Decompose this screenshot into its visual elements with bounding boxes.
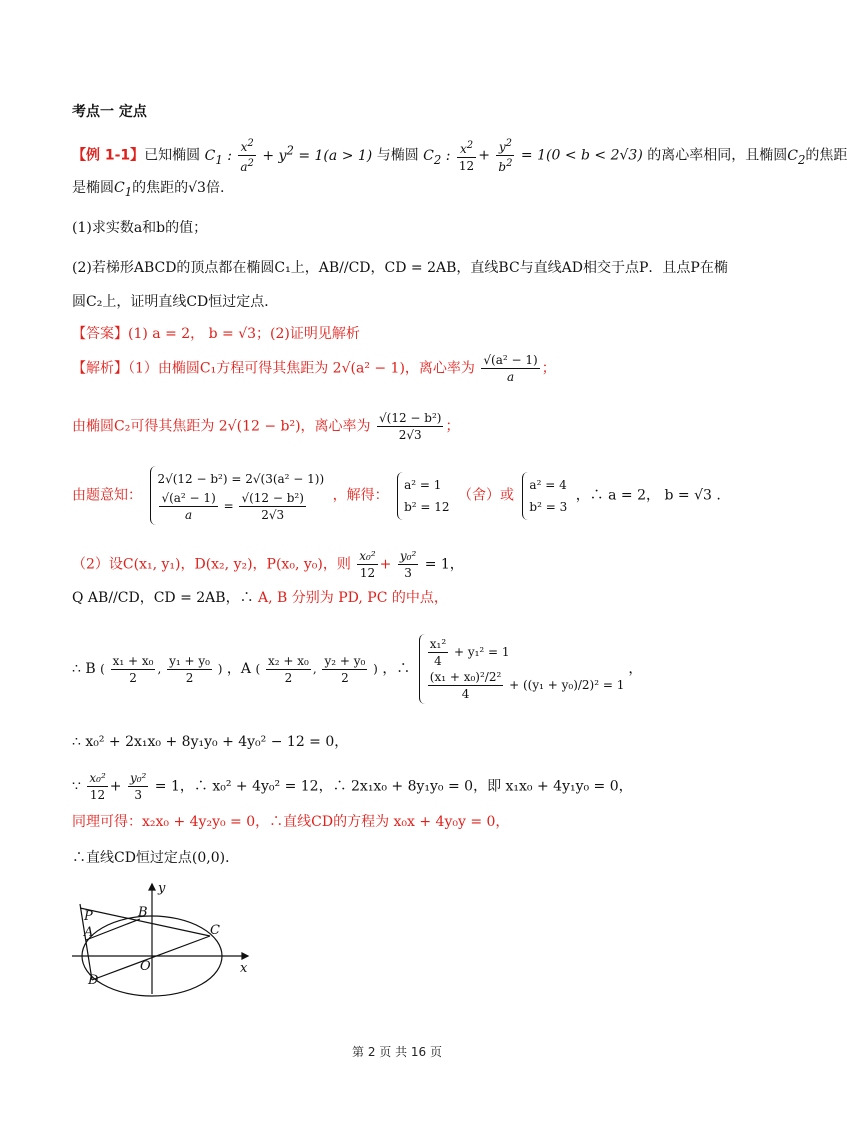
y-axis-arrow: [149, 884, 155, 890]
question-1: (1)求实数a和b的值；: [72, 220, 208, 236]
math-c1: $C_1$ :: [204, 147, 232, 167]
analysis-line-3: [72, 466, 738, 525]
example-text-f: 的焦距的: [132, 180, 189, 196]
equation-system: a² = 4 b² = 3: [522, 472, 567, 520]
analysis-p4-tail: = 1，: [424, 556, 464, 573]
math-frac: $\frac{\text{y₀²}}{3}$: [399, 549, 417, 580]
analysis-p1: （1）由椭圆C₁方程可得其焦距为 2√(a² − 1)，离心率为: [128, 360, 475, 377]
analysis-p3-reject: （舍）或: [457, 487, 514, 504]
analysis-line-5: [72, 588, 738, 608]
math-frac: $\frac{\text{x₀²}}{12}$: [359, 549, 376, 580]
math-frac: $\frac{x^2}{12}$: [458, 139, 475, 173]
answer-line: [72, 324, 738, 344]
analysis-p3-result: ，∴ a = 2， b = √3 .: [575, 487, 721, 504]
example-text-b: 与椭圆: [376, 147, 419, 164]
example-line-1: 【例 1-1】已知椭圆 $C_1$ : $\frac{x^2}{a^2}$ + $y^2 = 1(a > 1)$ 与椭圆 $C_2$ : $\frac{x^2}{12}$ + $\frac{y^2}{b^2}$ = 1(0 < b < 2√3) 的离心率相同，且椭圆$C_2$的焦距: [72, 138, 847, 174]
example-text-e: 是椭圆: [72, 180, 114, 196]
equation-system: a² = 1 b² = 12: [397, 472, 449, 520]
label-x: x: [240, 961, 248, 976]
question-2-line-1: (2)若梯形ABCD的顶点都在椭圆C₁上，AB//CD，CD = 2AB，直线BC与直线AD相交于点P．且点P在椭: [72, 260, 728, 276]
analysis-line-9: 同理可得：x₂x₀ + 4y₂y₀ = 0，∴直线CD的方程为 x₀x + 4y₀y = 0，: [72, 814, 510, 830]
point-a-coords: ( $\frac{\text{x₂ + x₀}}{2}$ , $\frac{\text{y₂ + y₀}}{2}$ ): [255, 654, 378, 685]
equation-system: 2√(12 − b²) = 2√(3(a² − 1)) $\frac{\text{√(a² − 1)}}{a}$ = $\frac{\text{√(12 − b²)}}{2√3}$: [150, 466, 324, 525]
math-c2: $C_2$: [787, 147, 806, 167]
question-2-line-2: 圆C₂上，证明直线CD恒过定点．: [72, 294, 279, 310]
label-c: C: [210, 923, 220, 938]
example-text-c: 的离心率相同，且椭圆: [647, 147, 788, 164]
analysis-line-6: ∴ B ( $\frac{\text{x₁ + x₀}}{2}$ , $\frac{\text{y₁ + y₀}}{2}$ ) ，A ( $\frac{\text{x₂ + x₀}}{2}$ , $\frac{\text{y₂ + y₀}}{2}$ ) ，∴ $\frac{\text{x₁²}}{4}$ + y₁² = 1 $\frac{\text{(x₁ + x₀)²/2²}}{4}$ + ((y₁ + y₀)/2)² = 1 ，: [72, 634, 738, 704]
math-frac: $\frac{\text{x₀²}}{12}$: [89, 771, 106, 802]
answer-text: (1) a = 2， b = √3；(2)证明见解析: [128, 326, 360, 342]
ellipse-figure: [68, 876, 258, 996]
example-line-2: [72, 178, 738, 202]
math-frac: $\frac{\text{y₀²}}{3}$: [129, 771, 147, 802]
analysis-p6-a: ∴ B: [72, 661, 96, 677]
analysis-p6-b: ，A: [226, 661, 252, 677]
analysis-line-2: 由椭圆C₂可得其焦距为 2√(12 − b²)，离心率为 $\frac{\text{√(12 − b²)}}{2√3}$ ；: [72, 411, 460, 442]
analysis-p3-label: 由题意知：: [72, 487, 142, 504]
math-frac: $\frac{x^2}{a^2}$: [240, 138, 254, 174]
analysis-line-1: 【解析】（1）由椭圆C₁方程可得其焦距为 2√(a² − 1)，离心率为 $\frac{\text{√(a² − 1)}}{a}$ ；: [72, 353, 556, 384]
equation-system: $\frac{\text{x₁²}}{4}$ + y₁² = 1 $\frac{\text{(x₁ + x₀)²/2²}}{4}$ + ((y₁ + y₀)/2)² = 1: [419, 634, 625, 704]
analysis-p3-solve: ，解得：: [332, 487, 389, 504]
analysis-p5-a: Q AB//CD，CD = 2AB，∴: [72, 590, 259, 606]
label-b: B: [138, 905, 148, 920]
example-text-g: 倍.: [205, 180, 225, 196]
math-frac: $\frac{y^2}{b^2}$: [498, 138, 513, 174]
x-axis-arrow: [242, 953, 248, 959]
math-frac: $\frac{\text{√(12 − b²)}}{2√3}$: [379, 411, 442, 442]
point-b-coords: ( $\frac{\text{x₁ + x₀}}{2}$ , $\frac{\text{y₁ + y₀}}{2}$ ): [100, 654, 223, 685]
analysis-p8: = 1，∴ x₀² + 4y₀² = 12，∴ 2x₁x₀ + 8y₁y₀ = 0，即 x₁x₀ + 4y₁y₀ = 0，: [154, 778, 633, 795]
math-c2: $C_2$ :: [423, 147, 451, 167]
label-o: O: [140, 959, 151, 974]
analysis-line-7: ∴ x₀² + 2x₁x₀ + 8y₁y₀ + 4y₀² − 12 = 0，: [72, 734, 349, 750]
analysis-p2: 由椭圆C₂可得其焦距为 2√(12 − b²)，离心率为: [72, 418, 371, 435]
example-text-a: 已知椭圆: [144, 147, 201, 164]
math-frac: $\frac{\text{√(a² − 1)}}{a}$: [483, 353, 538, 384]
example-text-d: 的焦距: [805, 147, 847, 164]
math-expr: + $y^2 = 1(a > 1)$: [262, 142, 373, 164]
label-p: P: [84, 909, 93, 924]
analysis-tag: 【解析】: [72, 360, 128, 377]
analysis-p6-c: ，∴: [382, 661, 411, 677]
math-sqrt3: √3: [188, 180, 206, 196]
math-expr: = 1(0 < b < 2√3): [520, 147, 643, 164]
analysis-line-10: ∴直线CD恒过定点(0,0)．: [72, 850, 240, 866]
answer-tag: 【答案】: [72, 326, 128, 342]
analysis-p5-b: A, B 分别为 PD, PC 的中点，: [258, 590, 448, 606]
example-tag: 【例 1-1】: [72, 147, 145, 164]
line-cd: [92, 936, 210, 980]
page-footer: 第 2 页 共 16 页: [352, 1045, 442, 1059]
label-a: A: [84, 925, 94, 940]
analysis-line-4: （2）设C(x₁, y₁)，D(x₂, y₂)，P(x₀, y₀)，则 $\frac{\text{x₀²}}{12}$ + $\frac{\text{y₀²}}{3}$ = 1，: [72, 549, 464, 580]
label-d: D: [88, 973, 99, 988]
analysis-line-8: ∵ $\frac{\text{x₀²}}{12}$ + $\frac{\text{y₀²}}{3}$ = 1，∴ x₀² + 4y₀² = 12，∴ 2x₁x₀ + 8y₁y₀ = 0，即 x₁x₀ + 4y₁y₀ = 0，: [72, 771, 633, 802]
label-y: y: [158, 881, 166, 896]
math-c1: $C_1$: [114, 180, 133, 199]
section-title: 考点一 定点: [72, 104, 147, 120]
analysis-p4: （2）设C(x₁, y₁)，D(x₂, y₂)，P(x₀, y₀)，则: [72, 556, 351, 573]
